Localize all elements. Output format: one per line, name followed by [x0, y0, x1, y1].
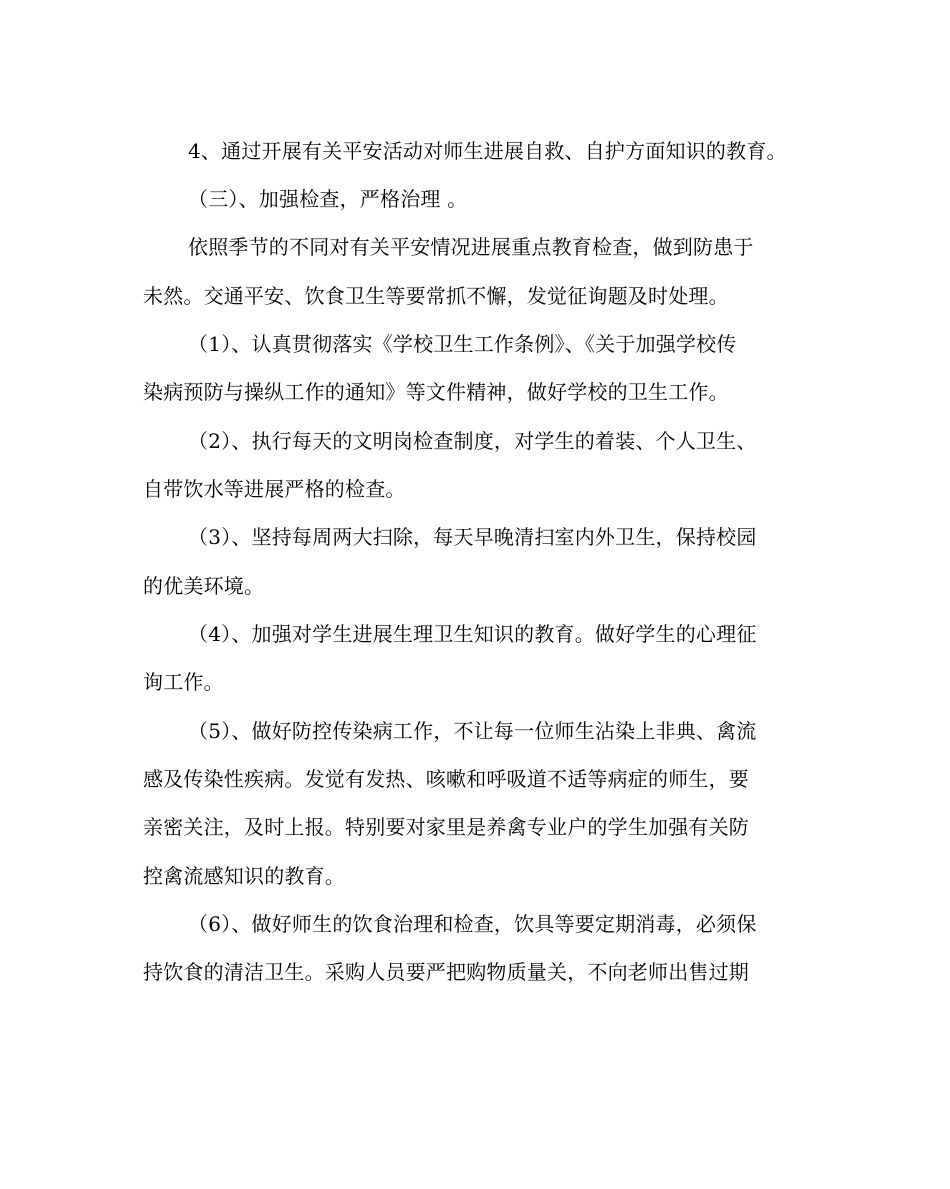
text-line: （2）、执行每天的文明岗检查制度，对学生的着装、个人卫生、: [188, 429, 757, 453]
text-line: 依照季节的不同对有关平安情况进展重点教育检查，做到防患于: [188, 235, 754, 259]
text-line: 4、通过开展有关平安活动对师生进展自救、自护方面知识的教育。: [188, 139, 787, 163]
text-line: 自带饮水等进展严格的检查。: [143, 477, 406, 501]
text-line: 染病预防与操纵工作的通知》等文件精神，做好学校的卫生工作。: [143, 380, 729, 404]
text-line: 的优美环境。: [143, 574, 265, 598]
section-heading: （三）、加强检查，严格治理 。: [188, 187, 468, 211]
text-line: （1）、认真贯彻落实《学校卫生工作条例》、《关于加强学校传: [188, 332, 737, 356]
text-line: 未然。交通平安、饮食卫生等要常抓不懈，发觉征询题及时处理。: [143, 284, 729, 308]
text-line: 询工作。: [143, 670, 224, 694]
text-line: 持饮食的清洁卫生。采购人员要严把购物质量关，不向老师出售过期: [143, 960, 749, 984]
text-line: （4）、加强对学生进展生理卫生知识的教育。做好学生的心理征: [188, 622, 757, 646]
text-line: 控禽流感知识的教育。: [143, 864, 345, 888]
text-line: 感及传染性疾病。发觉有发热、咳嗽和呼吸道不适等病症的师生，要: [143, 767, 749, 791]
text-line: （3）、坚持每周两大扫除，每天早晚清扫室内外卫生，保持校园: [188, 525, 757, 549]
text-line: 亲密关注，及时上报。特别要对家里是养禽专业户的学生加强有关防: [143, 815, 749, 839]
text-line: （5）、做好防控传染病工作，不让每一位师生沾染上非典、禽流: [188, 719, 757, 743]
text-line: （6）、做好师生的饮食治理和检查，饮具等要定期消毒，必须保: [188, 912, 757, 936]
